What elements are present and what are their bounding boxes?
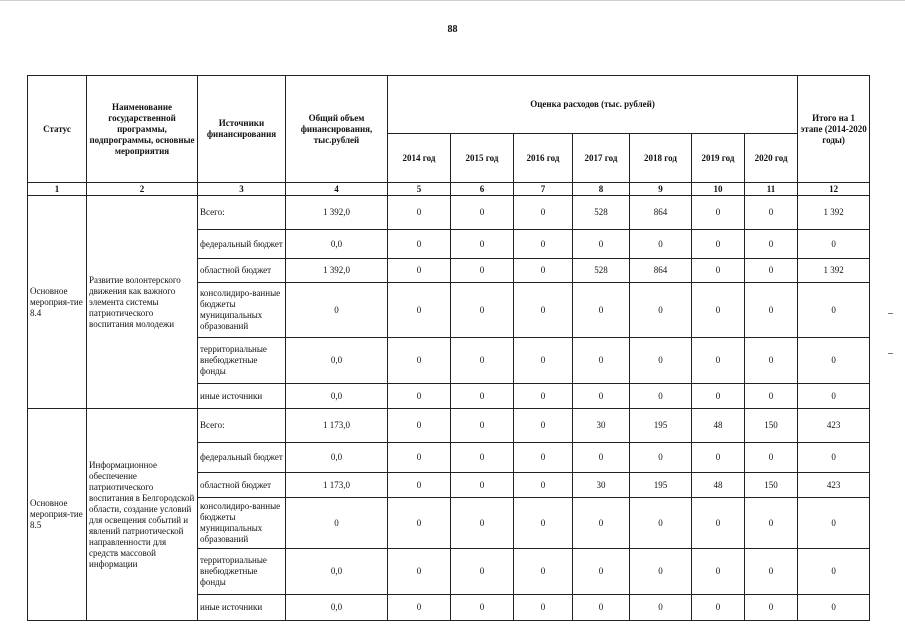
page-number: 88 — [447, 24, 458, 35]
year-expense-value: 0 — [745, 498, 798, 549]
year-expense-value: 0 — [692, 230, 745, 259]
total-financing-value: 0,0 — [286, 443, 388, 473]
year-expense-value: 0 — [451, 283, 514, 338]
year-expense-value: 0 — [388, 230, 451, 259]
year-expense-value: 0 — [451, 595, 514, 621]
total-financing-value: 1 173,0 — [286, 409, 388, 443]
year-expense-value: 0 — [630, 595, 692, 621]
year-expense-value: 0 — [388, 443, 451, 473]
year-expense-value: 0 — [745, 338, 798, 384]
stage-total-value: 1 392 — [798, 259, 870, 283]
year-expense-value: 0 — [388, 549, 451, 595]
column-number: 5 — [388, 183, 451, 196]
year-expense-value: 0 — [451, 473, 514, 498]
funding-source: Всего: — [198, 409, 286, 443]
measure-name: Информационное обеспечение патриотического воспитания в Белгородской области, создание условий для освещения событий и явлений патриотической направленности для средств массовой информации — [87, 409, 198, 621]
year-expense-value: 0 — [630, 230, 692, 259]
year-expense-value: 48 — [692, 409, 745, 443]
funding-source: Всего: — [198, 196, 286, 230]
funding-source: областной бюджет — [198, 473, 286, 498]
measure-status: Основное мероприя-тие 8.5 — [28, 409, 87, 621]
year-expense-value: 0 — [451, 196, 514, 230]
year-expense-value: 0 — [451, 498, 514, 549]
total-financing-value: 0 — [286, 283, 388, 338]
year-expense-value: 0 — [388, 196, 451, 230]
year-expense-value: 0 — [692, 259, 745, 283]
column-number: 12 — [798, 183, 870, 196]
year-expense-value: 0 — [514, 549, 573, 595]
measure-name: Развитие волонтерского движения как важного элемента системы патриотического воспитания молодежи — [87, 196, 198, 409]
year-expense-value: 0 — [451, 230, 514, 259]
stage-total-value: 0 — [798, 384, 870, 409]
column-number: 6 — [451, 183, 514, 196]
year-expense-value: 0 — [451, 259, 514, 283]
header-sources: Источники финансирования — [198, 76, 286, 183]
year-expense-value: 0 — [388, 283, 451, 338]
year-expense-value: 0 — [630, 283, 692, 338]
header-year: 2019 год — [692, 134, 745, 183]
table-row — [28, 409, 870, 443]
year-expense-value: 0 — [388, 595, 451, 621]
margin-mark — [888, 313, 893, 314]
year-expense-value: 150 — [745, 473, 798, 498]
year-expense-value: 0 — [388, 498, 451, 549]
funding-source: консолидиро-ванные бюджеты муниципальных образований — [198, 498, 286, 549]
year-expense-value: 0 — [573, 443, 630, 473]
year-expense-value: 0 — [692, 196, 745, 230]
year-expense-value: 0 — [451, 338, 514, 384]
stage-total-value: 0 — [798, 498, 870, 549]
year-expense-value: 0 — [573, 283, 630, 338]
column-number: 7 — [514, 183, 573, 196]
funding-source: иные источники — [198, 384, 286, 409]
header-year: 2017 год — [573, 134, 630, 183]
year-expense-value: 0 — [692, 338, 745, 384]
measure-status: Основное мероприя-тие 8.4 — [28, 196, 87, 409]
header-year: 2015 год — [451, 134, 514, 183]
column-number: 9 — [630, 183, 692, 196]
stage-total-value: 0 — [798, 338, 870, 384]
year-expense-value: 0 — [745, 283, 798, 338]
header-year: 2018 год — [630, 134, 692, 183]
table-row — [28, 196, 870, 230]
year-expense-value: 0 — [573, 230, 630, 259]
year-expense-value: 0 — [630, 338, 692, 384]
year-expense-value: 0 — [451, 409, 514, 443]
column-number: 8 — [573, 183, 630, 196]
year-expense-value: 0 — [388, 409, 451, 443]
year-expense-value: 30 — [573, 409, 630, 443]
column-number: 10 — [692, 183, 745, 196]
year-expense-value: 0 — [745, 259, 798, 283]
total-financing-value: 0,0 — [286, 384, 388, 409]
column-number: 2 — [87, 183, 198, 196]
header-year: 2014 год — [388, 134, 451, 183]
total-financing-value: 0,0 — [286, 338, 388, 384]
year-expense-value: 48 — [692, 473, 745, 498]
year-expense-value: 0 — [745, 230, 798, 259]
year-expense-value: 0 — [514, 338, 573, 384]
stage-total-value: 0 — [798, 595, 870, 621]
year-expense-value: 0 — [745, 595, 798, 621]
funding-source: федеральный бюджет — [198, 230, 286, 259]
year-expense-value: 0 — [630, 384, 692, 409]
column-number: 3 — [198, 183, 286, 196]
year-expense-value: 0 — [514, 498, 573, 549]
year-expense-value: 0 — [514, 230, 573, 259]
year-expense-value: 195 — [630, 473, 692, 498]
year-expense-value: 0 — [692, 384, 745, 409]
margin-mark — [888, 353, 893, 354]
funding-source: областной бюджет — [198, 259, 286, 283]
year-expense-value: 0 — [388, 473, 451, 498]
total-financing-value: 0,0 — [286, 595, 388, 621]
year-expense-value: 150 — [745, 409, 798, 443]
year-expense-value: 0 — [630, 443, 692, 473]
year-expense-value: 864 — [630, 196, 692, 230]
year-expense-value: 0 — [451, 384, 514, 409]
funding-source: консолидиро-ванные бюджеты муниципальных образований — [198, 283, 286, 338]
funding-source: иные источники — [198, 595, 286, 621]
year-expense-value: 0 — [692, 498, 745, 549]
header-total-financing: Общий объем финансирования, тыс.рублей — [286, 76, 388, 183]
total-financing-value: 1 173,0 — [286, 473, 388, 498]
year-expense-value: 195 — [630, 409, 692, 443]
year-expense-value: 0 — [388, 384, 451, 409]
stage-total-value: 1 392 — [798, 196, 870, 230]
header-year: 2016 год — [514, 134, 573, 183]
year-expense-value: 0 — [692, 443, 745, 473]
year-expense-value: 864 — [630, 259, 692, 283]
year-expense-value: 0 — [692, 595, 745, 621]
header-year: 2020 год — [745, 134, 798, 183]
total-financing-value: 1 392,0 — [286, 259, 388, 283]
stage-total-value: 423 — [798, 473, 870, 498]
year-expense-value: 0 — [745, 384, 798, 409]
funding-source: территориальные внебюджетные фонды — [198, 549, 286, 595]
year-expense-value: 30 — [573, 473, 630, 498]
total-financing-value: 1 392,0 — [286, 196, 388, 230]
year-expense-value: 0 — [514, 196, 573, 230]
year-expense-value: 0 — [692, 549, 745, 595]
year-expense-value: 0 — [745, 549, 798, 595]
year-expense-value: 0 — [692, 283, 745, 338]
table-body — [28, 196, 870, 621]
year-expense-value: 0 — [388, 259, 451, 283]
total-financing-value: 0 — [286, 498, 388, 549]
year-expense-value: 0 — [630, 549, 692, 595]
year-expense-value: 0 — [514, 443, 573, 473]
year-expense-value: 0 — [451, 443, 514, 473]
year-expense-value: 0 — [745, 196, 798, 230]
year-expense-value: 0 — [514, 259, 573, 283]
year-expense-value: 0 — [573, 338, 630, 384]
stage-total-value: 423 — [798, 409, 870, 443]
year-expense-value: 0 — [573, 549, 630, 595]
total-financing-value: 0,0 — [286, 549, 388, 595]
year-expense-value: 0 — [388, 338, 451, 384]
year-expense-value: 0 — [451, 549, 514, 595]
year-expense-value: 0 — [573, 384, 630, 409]
year-expense-value: 0 — [514, 473, 573, 498]
year-expense-value: 0 — [630, 498, 692, 549]
year-expense-value: 0 — [573, 595, 630, 621]
stage-total-value: 0 — [798, 443, 870, 473]
column-number: 1 — [28, 183, 87, 196]
page-top-rule — [0, 0, 905, 1]
financing-table — [27, 75, 870, 621]
stage-total-value: 0 — [798, 283, 870, 338]
header-stage-total: Итого на 1 этапе (2014-2020 годы) — [798, 76, 870, 183]
year-expense-value: 0 — [514, 595, 573, 621]
total-financing-value: 0,0 — [286, 230, 388, 259]
year-expense-value: 0 — [514, 384, 573, 409]
year-expense-value: 528 — [573, 259, 630, 283]
year-expense-value: 0 — [745, 443, 798, 473]
header-expenses-estimate: Оценка расходов (тыс. рублей) — [388, 76, 798, 134]
funding-source: федеральный бюджет — [198, 443, 286, 473]
year-expense-value: 0 — [514, 409, 573, 443]
column-number: 4 — [286, 183, 388, 196]
funding-source: территориальные внебюджетные фонды — [198, 338, 286, 384]
year-expense-value: 528 — [573, 196, 630, 230]
header-status: Статус — [28, 76, 87, 183]
column-number: 11 — [745, 183, 798, 196]
year-expense-value: 0 — [573, 498, 630, 549]
year-expense-value: 0 — [514, 283, 573, 338]
stage-total-value: 0 — [798, 549, 870, 595]
header-name: Наименование государственной программы, подпрограммы, основные мероприятия — [87, 76, 198, 183]
stage-total-value: 0 — [798, 230, 870, 259]
